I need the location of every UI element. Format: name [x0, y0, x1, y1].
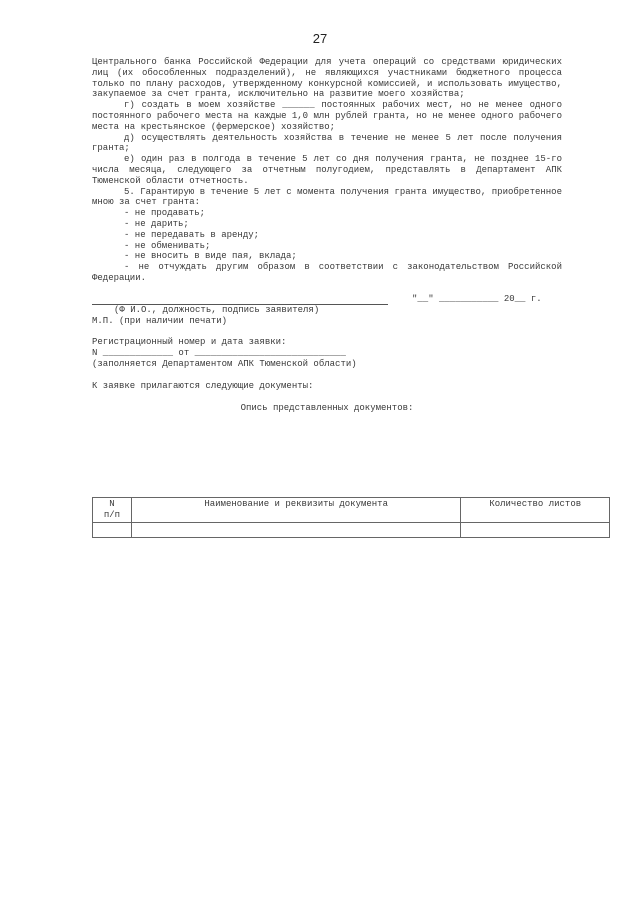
registration-title: Регистрационный номер и дата заявки: — [92, 337, 287, 348]
signature-blank — [92, 294, 388, 305]
header-document: Наименование и реквизиты документа — [131, 498, 461, 523]
list-item: - не дарить; — [124, 218, 189, 229]
page-number: 27 — [312, 31, 328, 46]
signature-caption: (Ф И.О., должность, подпись заявителя) — [114, 304, 320, 315]
list-item-last: - не отчуждать другим образом в соответствии с законодательством Российской Федерации. — [92, 262, 562, 283]
table-header-row — [93, 498, 610, 523]
inventory-title: Опись представленных документов: — [240, 402, 414, 413]
table-cell[interactable] — [131, 522, 461, 537]
attachments-heading: К заявке прилагаются следующие документы: — [92, 380, 314, 391]
paragraph-bank: Центрального банка Российской Федерации для учета операций со средствами юридических лиц (их обособленных подразделений), не являющихся участниками бюджетного процесса только по плану расходов, утвержденному конкурсной комиссией, и использовать имущество, закупаемое за счет гранта, исключительно на развитие моего хозяйства; — [92, 57, 562, 100]
stamp-note: М.П. (при наличии печати) — [92, 315, 228, 326]
paragraph-d: д) осуществлять деятельность хозяйства в течение не менее 5 лет после получения гранта; — [92, 132, 562, 154]
signature-line — [92, 293, 562, 305]
table-row — [93, 522, 610, 537]
list-item: - не вносить в виде пая, вклада; — [124, 251, 297, 262]
document-body — [92, 57, 562, 413]
paragraph-5: 5. Гарантирую в течение 5 лет с момента получения гранта имущество, приобретенное мною за счет гранта: — [92, 186, 562, 208]
inventory-table — [92, 497, 610, 538]
paragraph-e: е) один раз в полгода в течение 5 лет со дня получения гранта, не позднее 15-го числа месяца, следующего за отчетным полугодием, представлять в Департамент АПК Тюменской области отчетность. — [92, 154, 562, 186]
registration-note: (заполняется Департаментом АПК Тюменской области) — [92, 358, 357, 369]
header-number: N п/п — [93, 498, 132, 523]
paragraph-g: г) создать в моем хозяйстве ______ постоянных рабочих мест, но не менее одного постоянного рабочего места на каждые 1,0 млн рублей гранта, но не менее одного рабочего места на крестьянское (фермерское) хозяйство; — [92, 100, 562, 132]
table-cell[interactable] — [461, 522, 610, 537]
signature-date: "__" ___________ 20__ г. — [412, 293, 542, 304]
list-item: - не обменивать; — [124, 240, 211, 251]
list-item: - не передавать в аренду; — [124, 229, 260, 240]
header-sheets: Количество листов — [461, 498, 610, 523]
registration-line: N _____________ от ____________________________ — [92, 348, 346, 359]
table-cell[interactable] — [93, 522, 132, 537]
list-item: - не продавать; — [124, 208, 206, 219]
